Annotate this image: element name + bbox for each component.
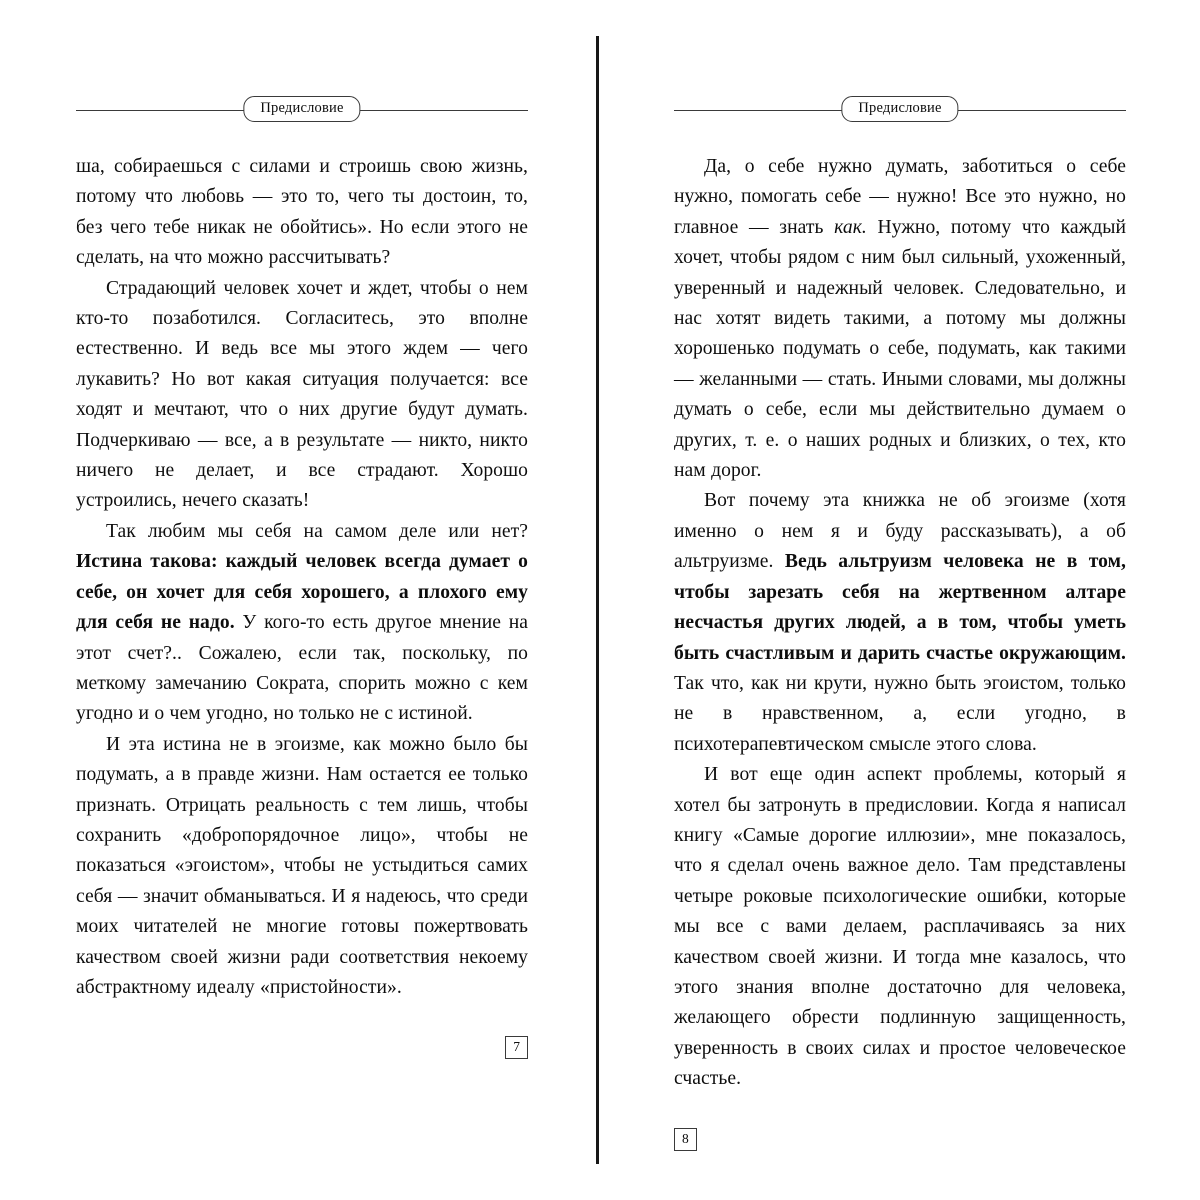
text-run: Нужно, потому что каждый хочет, чтобы рядом с ним был сильный, ухоженный, уверенный и надежный человек. Следовательно, и нас хотят видеть такими, а потому мы должны хорошенько подумать о себе, подумать, как такими — желанными — стать. Иными словами, мы должны думать о себе, если мы действительно думаем о других, т. е. о наших родных и близких, о тех, кто нам дорог. <box>674 216 1126 482</box>
page-number: 8 <box>674 1128 697 1151</box>
paragraph <box>76 274 528 517</box>
running-head-label: Предисловие <box>243 96 360 122</box>
body-text-right <box>674 152 1126 1095</box>
page-right <box>674 96 1126 1151</box>
emphasis-italic: как. <box>834 216 867 238</box>
text-run: Вот почему эта книжка не об эгоизме (хотя именно о нем я и буду рассказывать), а об альтруизме. <box>674 490 1126 573</box>
paragraph <box>674 152 1126 486</box>
folio-wrap-left <box>76 1019 528 1059</box>
running-head-right <box>674 96 1126 126</box>
emphasis-bold: Ведь альтруизм человека не в том, чтобы зарезать себя на жертвенном алтаре несчастья других людей, а в том, чтобы уметь быть счастливым и дарить счастье окружающим. <box>674 551 1126 664</box>
text-run: Да, о себе нужно думать, заботиться о себе нужно, помогать себе — нужно! Все это нужно, но главное — знать <box>674 156 1126 238</box>
paragraph <box>76 730 528 1004</box>
text-run: И эта истина не в эгоизме, как можно было бы подумать, а в правде жизни. Нам остается ее только признать. Отрицать реальность с тем лишь, чтобы сохранить «добропорядочное лицо», чтобы не показаться «эгоистом», чтобы не устыдиться самих себя — значит обманываться. И я надеюсь, что среди моих читателей не многие готовы пожертвовать качеством своей жизни ради соответствия некоему абстрактному идеалу «пристойности». <box>76 733 528 998</box>
paragraph <box>674 760 1126 1094</box>
emphasis-bold: Истина такова: каждый человек всегда думает о себе, он хочет для себя хорошего, а плохого ему для себя не надо. <box>76 551 528 634</box>
paragraph <box>674 486 1126 760</box>
text-run: У кого-то есть другое мнение на этот счет?.. Сожалею, если так, поскольку, по меткому замечанию Сократа, спорить можно с кем угодно и о чем угодно, но только не с истиной. <box>76 612 528 725</box>
text-run: ша, собираешься с силами и строишь свою жизнь, потому что любовь — это то, чего ты достоин, то, без чего тебе никак не обойтись». Но если этого не сделать, на что можно рассчитывать? <box>76 156 528 269</box>
body-text-left <box>76 152 528 1003</box>
text-run: Страдающий человек хочет и ждет, чтобы о нем кто-то позаботился. Согласитесь, это вполне естественно. И ведь все мы этого ждем — чего лукавить? Но вот какая ситуация получается: все ходят и мечтают, что о них другие будут думать. Подчеркиваю — все, а в результате — никто, никто ничего не делает, и все страдают. Хорошо устроились, нечего сказать! <box>76 277 528 512</box>
page-gutter <box>596 36 599 1164</box>
paragraph <box>76 517 528 730</box>
page-left <box>76 96 528 1059</box>
running-head-label: Предисловие <box>841 96 958 122</box>
page-number: 7 <box>505 1036 528 1059</box>
text-run: И вот еще один аспект проблемы, который я хотел бы затронуть в предисловии. Когда я написал книгу «Самые дорогие иллюзии», мне показалось, что я сделал очень важное дело. Там представлены четыре роковые психологические ошибки, которые мы все с вами делаем, расплачиваясь за них качеством своей жизни. И тогда мне казалось, что этого знания вполне достаточно для человека, желающего обрести подлинную защищенность, уверенность в своих силах и простое человеческое счастье. <box>674 764 1126 1090</box>
running-head-left <box>76 96 528 126</box>
text-run: Так любим мы себя на самом деле или нет? <box>106 520 528 542</box>
folio-wrap-right <box>674 1111 1126 1151</box>
text-run: Так что, как ни крути, нужно быть эгоистом, только не в нравственном, а, если угодно, в психотерапевтическом смысле этого слова. <box>674 672 1126 755</box>
paragraph <box>76 152 528 274</box>
